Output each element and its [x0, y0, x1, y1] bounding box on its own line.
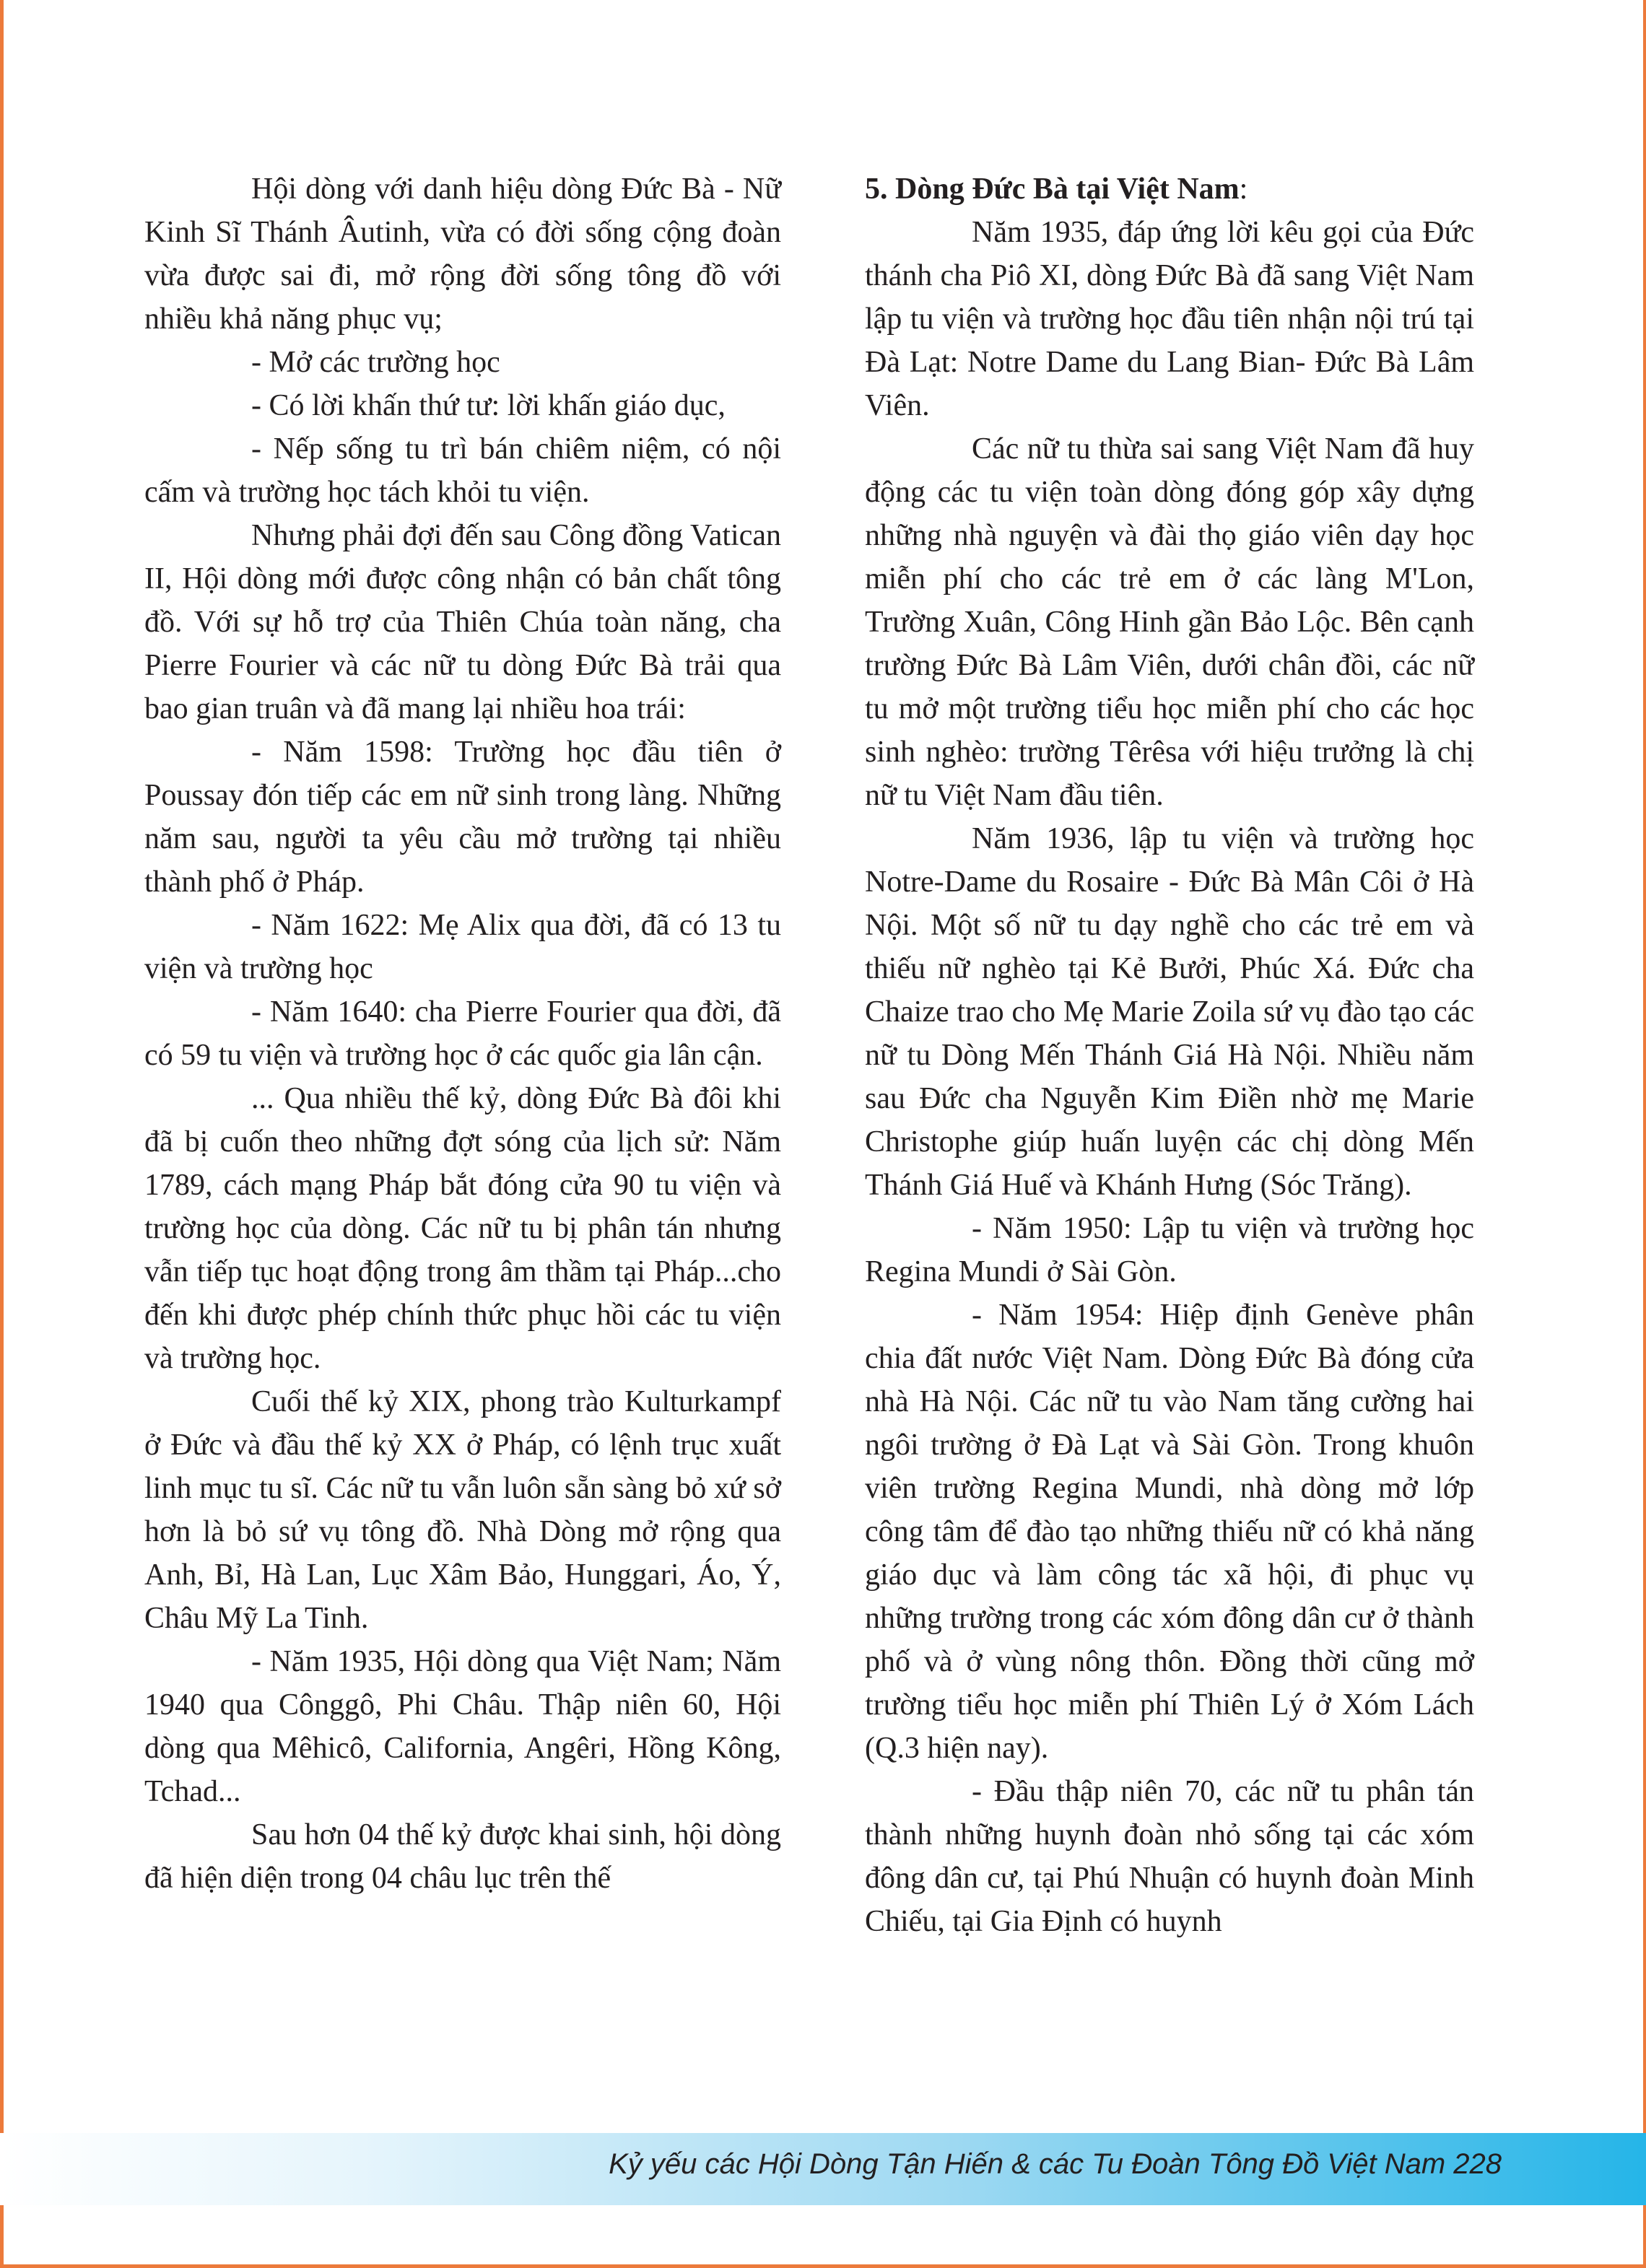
right-column: [865, 167, 1474, 1943]
list-item: - Năm 1640: cha Pierre Fourier qua đời, đã có 59 tu viện và trường học ở các quốc gia lân cận.: [144, 995, 781, 1072]
list-item: - Năm 1954: Hiệp định Genève phân chia đất nước Việt Nam. Dòng Đức Bà đóng cửa nhà Hà Nội. Các nữ tu vào Nam tăng cường hai ngôi trường ở Đà Lạt và Sài Gòn. Trong khuôn viên trường Regina Mundi, nhà dòng mở lớp công tâm để đào tạo những thiếu nữ có khả năng giáo dục và làm công tác xã hội, đi phục vụ những trường trong các xóm đông dân cư ở thành phố và ở vùng nông thôn. Đồng thời cũng mở trường tiểu học miễn phí Thiên Lý ở Xóm Lách (Q.3 hiện nay).: [865, 1299, 1474, 1765]
paragraph: Nhưng phải đợi đến sau Công đồng Vatican II, Hội dòng mới được công nhận có bản chất tông đồ. Với sự hỗ trợ của Thiên Chúa toàn năng, cha Pierre Fourier và các nữ tu dòng Đức Bà trải qua bao gian truân và đã mang lại nhiều hoa trái:: [144, 519, 781, 725]
page-border-bottom: [0, 2264, 1646, 2268]
list-item: - Năm 1935, Hội dòng qua Việt Nam; Năm 1940 qua Cônggô, Phi Châu. Thập niên 60, Hội dòng qua Mêhicô, California, Angêri, Hồng Kông, Tchad...: [144, 1645, 781, 1808]
paragraph: Các nữ tu thừa sai sang Việt Nam đã huy động các tu viện toàn dòng đóng góp xây dựng những nhà nguyện và đài thọ giáo viên dạy học miễn phí cho các trẻ em ở các làng M'Lon, Trường Xuân, Công Hinh gần Bảo Lộc. Bên cạnh trường Đức Bà Lâm Viên, dưới chân đồi, các nữ tu mở một trường tiểu học miễn phí cho các học sinh nghèo: trường Têrêsa với hiệu trưởng là chị nữ tu Việt Nam đầu tiên.: [865, 432, 1474, 812]
paragraph: Năm 1936, lập tu viện và trường học Notre-Dame du Rosaire - Đức Bà Mân Côi ở Hà Nội. Một số nữ tu dạy nghề cho các trẻ em và thiếu nữ nghèo tại Kẻ Bưởi, Phúc Xá. Đức cha Chaize trao cho Mẹ Marie Zoila sứ vụ đào tạo các nữ tu Dòng Mến Thánh Giá Hà Nội. Nhiều năm sau Đức cha Nguyễn Kim Điền nhờ mẹ Marie Christophe giúp huấn luyện các chị dòng Mến Thánh Giá Huế và Khánh Hưng (Sóc Trăng).: [865, 822, 1474, 1202]
left-column: [144, 167, 781, 1900]
list-item: - Nếp sống tu trì bán chiêm niệm, có nội cấm và trường học tách khỏi tu viện.: [144, 432, 781, 509]
list-item: - Mở các trường học: [251, 346, 500, 379]
section-heading-colon: :: [1239, 173, 1248, 206]
paragraph: Sau hơn 04 thế kỷ được khai sinh, hội dòng đã hiện diện trong 04 châu lục trên thế: [144, 1818, 781, 1895]
list-item: - Có lời khấn thứ tư: lời khấn giáo dục,: [251, 389, 726, 422]
section-heading-text: 5. Dòng Đức Bà tại Việt Nam: [865, 173, 1240, 206]
footer-running-title: Kỷ yếu các Hội Dòng Tận Hiến & các Tu Đoàn Tông Đồ Việt Nam 228: [609, 2148, 1502, 2180]
page-border-right: [1643, 0, 1646, 2268]
section-heading: [865, 167, 1474, 211]
paragraph: ... Qua nhiều thế kỷ, dòng Đức Bà đôi khi đã bị cuốn theo những đợt sóng của lịch sử: Năm 1789, cách mạng Pháp bắt đóng cửa 90 tu viện và trường học của dòng. Các nữ tu bị phân tán nhưng vẫn tiếp tục hoạt động trong âm thầm tại Pháp...cho đến khi được phép chính thức phục hồi các tu viện và trường học.: [144, 1082, 781, 1375]
list-item: - Năm 1622: Mẹ Alix qua đời, đã có 13 tu viện và trường học: [144, 909, 781, 985]
paragraph: Cuối thế kỷ XIX, phong trào Kulturkampf ở Đức và đầu thế kỷ XX ở Pháp, có lệnh trục xuất linh mục tu sĩ. Các nữ tu vẫn luôn sẵn sàng bỏ xứ sở hơn là bỏ sứ vụ tông đồ. Nhà Dòng mở rộng qua Anh, Bỉ, Hà Lan, Lục Xâm Bảo, Hunggari, Áo, Ý, Châu Mỹ La Tinh.: [144, 1385, 781, 1635]
list-item: - Đầu thập niên 70, các nữ tu phân tán thành những huynh đoàn nhỏ sống tại các xóm đông dân cư, tại Phú Nhuận có huynh đoàn Minh Chiếu, tại Gia Định có huynh: [865, 1775, 1474, 1938]
page-border-left: [0, 0, 4, 2268]
list-item: - Năm 1950: Lập tu viện và trường học Regina Mundi ở Sài Gòn.: [865, 1212, 1474, 1288]
list-item: - Năm 1598: Trường học đầu tiên ở Poussay đón tiếp các em nữ sinh trong làng. Những năm sau, người ta yêu cầu mở trường tại nhiều thành phố ở Pháp.: [144, 736, 781, 899]
paragraph: Hội dòng với danh hiệu dòng Đức Bà - Nữ Kinh Sĩ Thánh Âutinh, vừa có đời sống cộng đoàn vừa được sai đi, mở rộng đời sống tông đồ với nhiều khả năng phục vụ;: [144, 173, 781, 336]
paragraph: Năm 1935, đáp ứng lời kêu gọi của Đức thánh cha Piô XI, dòng Đức Bà đã sang Việt Nam lập tu viện và trường học đầu tiên nhận nội trú tại Đà Lạt: Notre Dame du Lang Bian- Đức Bà Lâm Viên.: [865, 216, 1474, 422]
